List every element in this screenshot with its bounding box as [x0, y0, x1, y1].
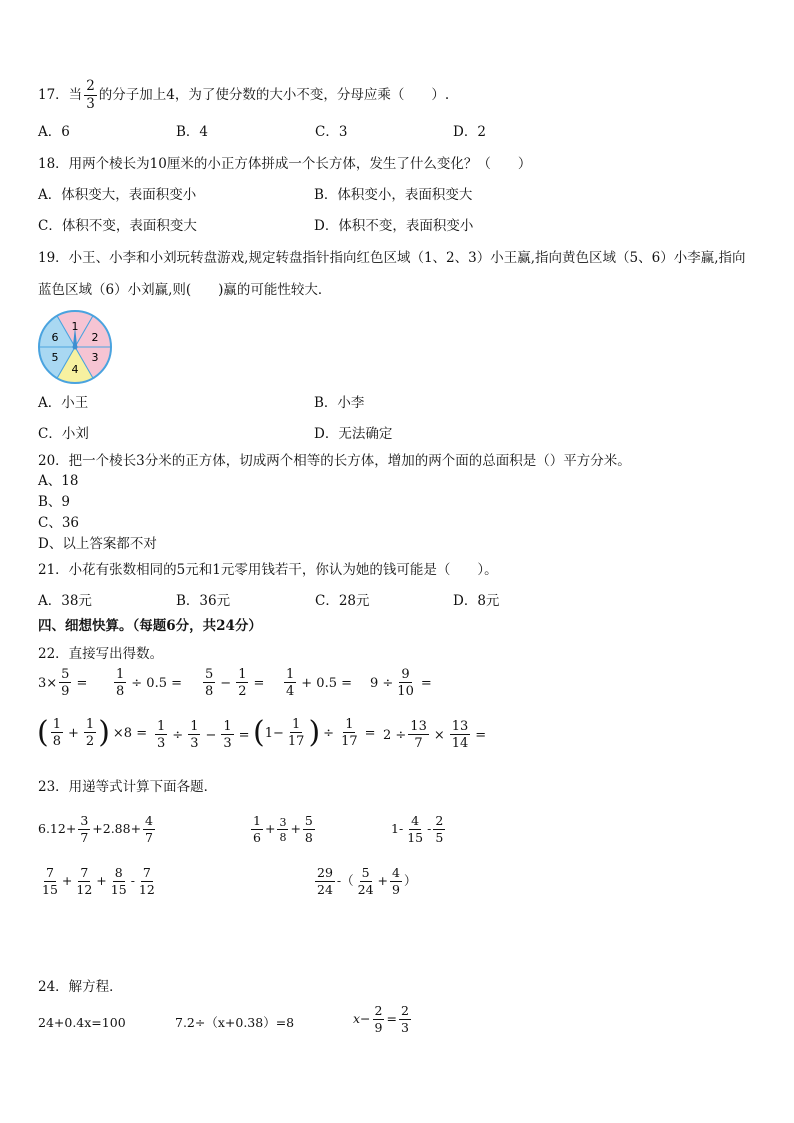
q19-option-c[interactable]: C．小刘 — [38, 426, 89, 442]
q17-option-c[interactable]: C．3 — [315, 124, 348, 140]
section-4-title: 四、细想快算。（每题6分，共24分） — [38, 618, 262, 634]
q18-stem: 18．用两个棱长为10厘米的小正方体拼成一个长方体，发生了什么变化？（ ） — [38, 156, 532, 172]
q23-title: 23．用递等式计算下面各题． — [38, 779, 218, 795]
q18-option-b[interactable]: B．体积变小，表面积变大 — [314, 187, 473, 203]
q24-title: 24．解方程． — [38, 979, 123, 995]
q22-expr-3: $\frac{5}{8}$ − $\frac{1}{2}$ = — [205, 667, 265, 699]
q22-expr-4: $\frac{1}{4}$ + 0.5 = — [286, 667, 353, 699]
spinner-hub — [73, 345, 78, 350]
spinner-label-2: 2 — [91, 331, 99, 344]
spinner-label-6: 6 — [51, 331, 59, 344]
q23-expr-1: 6.12+ $\frac{3}{7}$ +2.88+ $\frac{4}{7}$ — [38, 813, 153, 845]
q24-equation-1: 24+0.4x=100 — [38, 1015, 126, 1030]
spinner-label-4: 4 — [71, 363, 79, 376]
spinner-diagram — [37, 309, 117, 385]
q21-option-c[interactable]: C．28元 — [315, 593, 370, 609]
q22-expr-1: 3× $\frac{5}{9}$ = — [38, 667, 88, 699]
q24-equation-2: 7.2÷（x+0.38）=8 — [175, 1015, 295, 1030]
q17-fraction: $\frac{2}{3}$ — [86, 78, 95, 112]
q20-option-a[interactable]: A、18 — [38, 473, 79, 489]
q22-expr-6: ( $\frac{1}{8}$ + $\frac{1}{2}$ ) ×8 = — [37, 715, 148, 750]
q19-option-b[interactable]: B．小李 — [314, 395, 365, 411]
q23-expr-2: $\frac{1}{6}$ + $\frac{3}{8}$ + $\frac{5}{8}$ — [253, 813, 313, 845]
q20-option-b[interactable]: B、9 — [38, 494, 71, 510]
q22-expr-9: 2 ÷ $\frac{13}{7}$ × $\frac{13}{14}$ = — [383, 719, 487, 751]
spinner-label-3: 3 — [91, 351, 99, 364]
q22-expr-8: ( 1− $\frac{1}{17}$ ) ÷ $\frac{1}{17}$ = — [253, 715, 376, 750]
q21-stem: 21．小花有张数相同的5元和1元零用钱若干，你认为她的钱可能是（ ）。 — [38, 562, 498, 578]
q23-expr-4: $\frac{7}{15}$ + $\frac{7}{12}$ + $\frac{8}{15}$ - $\frac{7}{12}$ — [42, 865, 155, 897]
q18-option-a[interactable]: A．体积变大，表面积变小 — [38, 187, 197, 203]
q17-option-d[interactable]: D．2 — [453, 124, 486, 140]
q22-expr-2: $\frac{1}{8}$ ÷ 0.5 = — [116, 667, 183, 699]
q23-expr-5: $\frac{29}{24}$ -（ $\frac{5}{24}$ + $\frac{4}{9}$ ） — [317, 865, 417, 897]
q21-option-a[interactable]: A．38元 — [38, 593, 92, 609]
q18-option-d[interactable]: D．体积不变，表面积变小 — [314, 218, 474, 234]
q20-option-d[interactable]: D、以上答案都不对 — [38, 536, 157, 552]
q17-stem: 17．当 $\frac{2}{3}$ 的分子加上4，为了使分数的大小不变，分母应乘（ ）. — [38, 78, 450, 112]
q21-option-b[interactable]: B．36元 — [176, 593, 231, 609]
q20-stem: 20．把一个棱长3分米的正方体，切成两个相等的长方体，增加的两个面的总面积是（）平方分米。 — [38, 453, 631, 469]
q22-expr-5: 9 ÷ $\frac{9}{10}$ = — [370, 667, 432, 699]
q21-option-d[interactable]: D．8元 — [453, 593, 500, 609]
q23-expr-3: 1- $\frac{4}{15}$ - $\frac{2}{5}$ — [391, 813, 444, 845]
spinner-label-1: 1 — [71, 320, 79, 333]
q24-equation-3: x− $\frac{2}{9}$ = $\frac{2}{3}$ — [353, 1003, 409, 1035]
q19-option-d[interactable]: D．无法确定 — [314, 426, 393, 442]
q19-stem-line2: 蓝色区域（6）小刘赢,则( )赢的可能性较大． — [38, 282, 332, 298]
q17-option-b[interactable]: B．4 — [176, 124, 209, 140]
q22-title: 22．直接写出得数。 — [38, 646, 164, 662]
q19-stem-line1: 19．小王、小李和小刘玩转盘游戏,规定转盘指针指向红色区域（1、2、3）小王赢,指向黄色区域（5、6）小李赢,指向 — [38, 250, 746, 266]
q19-option-a[interactable]: A．小王 — [38, 395, 89, 411]
q17-option-a[interactable]: A．6 — [38, 124, 70, 140]
q20-option-c[interactable]: C、36 — [38, 515, 80, 531]
q18-option-c[interactable]: C．体积不变，表面积变大 — [38, 218, 197, 234]
spinner-label-5: 5 — [51, 351, 59, 364]
q22-expr-7: $\frac{1}{3}$ ÷ $\frac{1}{3}$ − $\frac{1}{3}$ = — [157, 719, 250, 751]
